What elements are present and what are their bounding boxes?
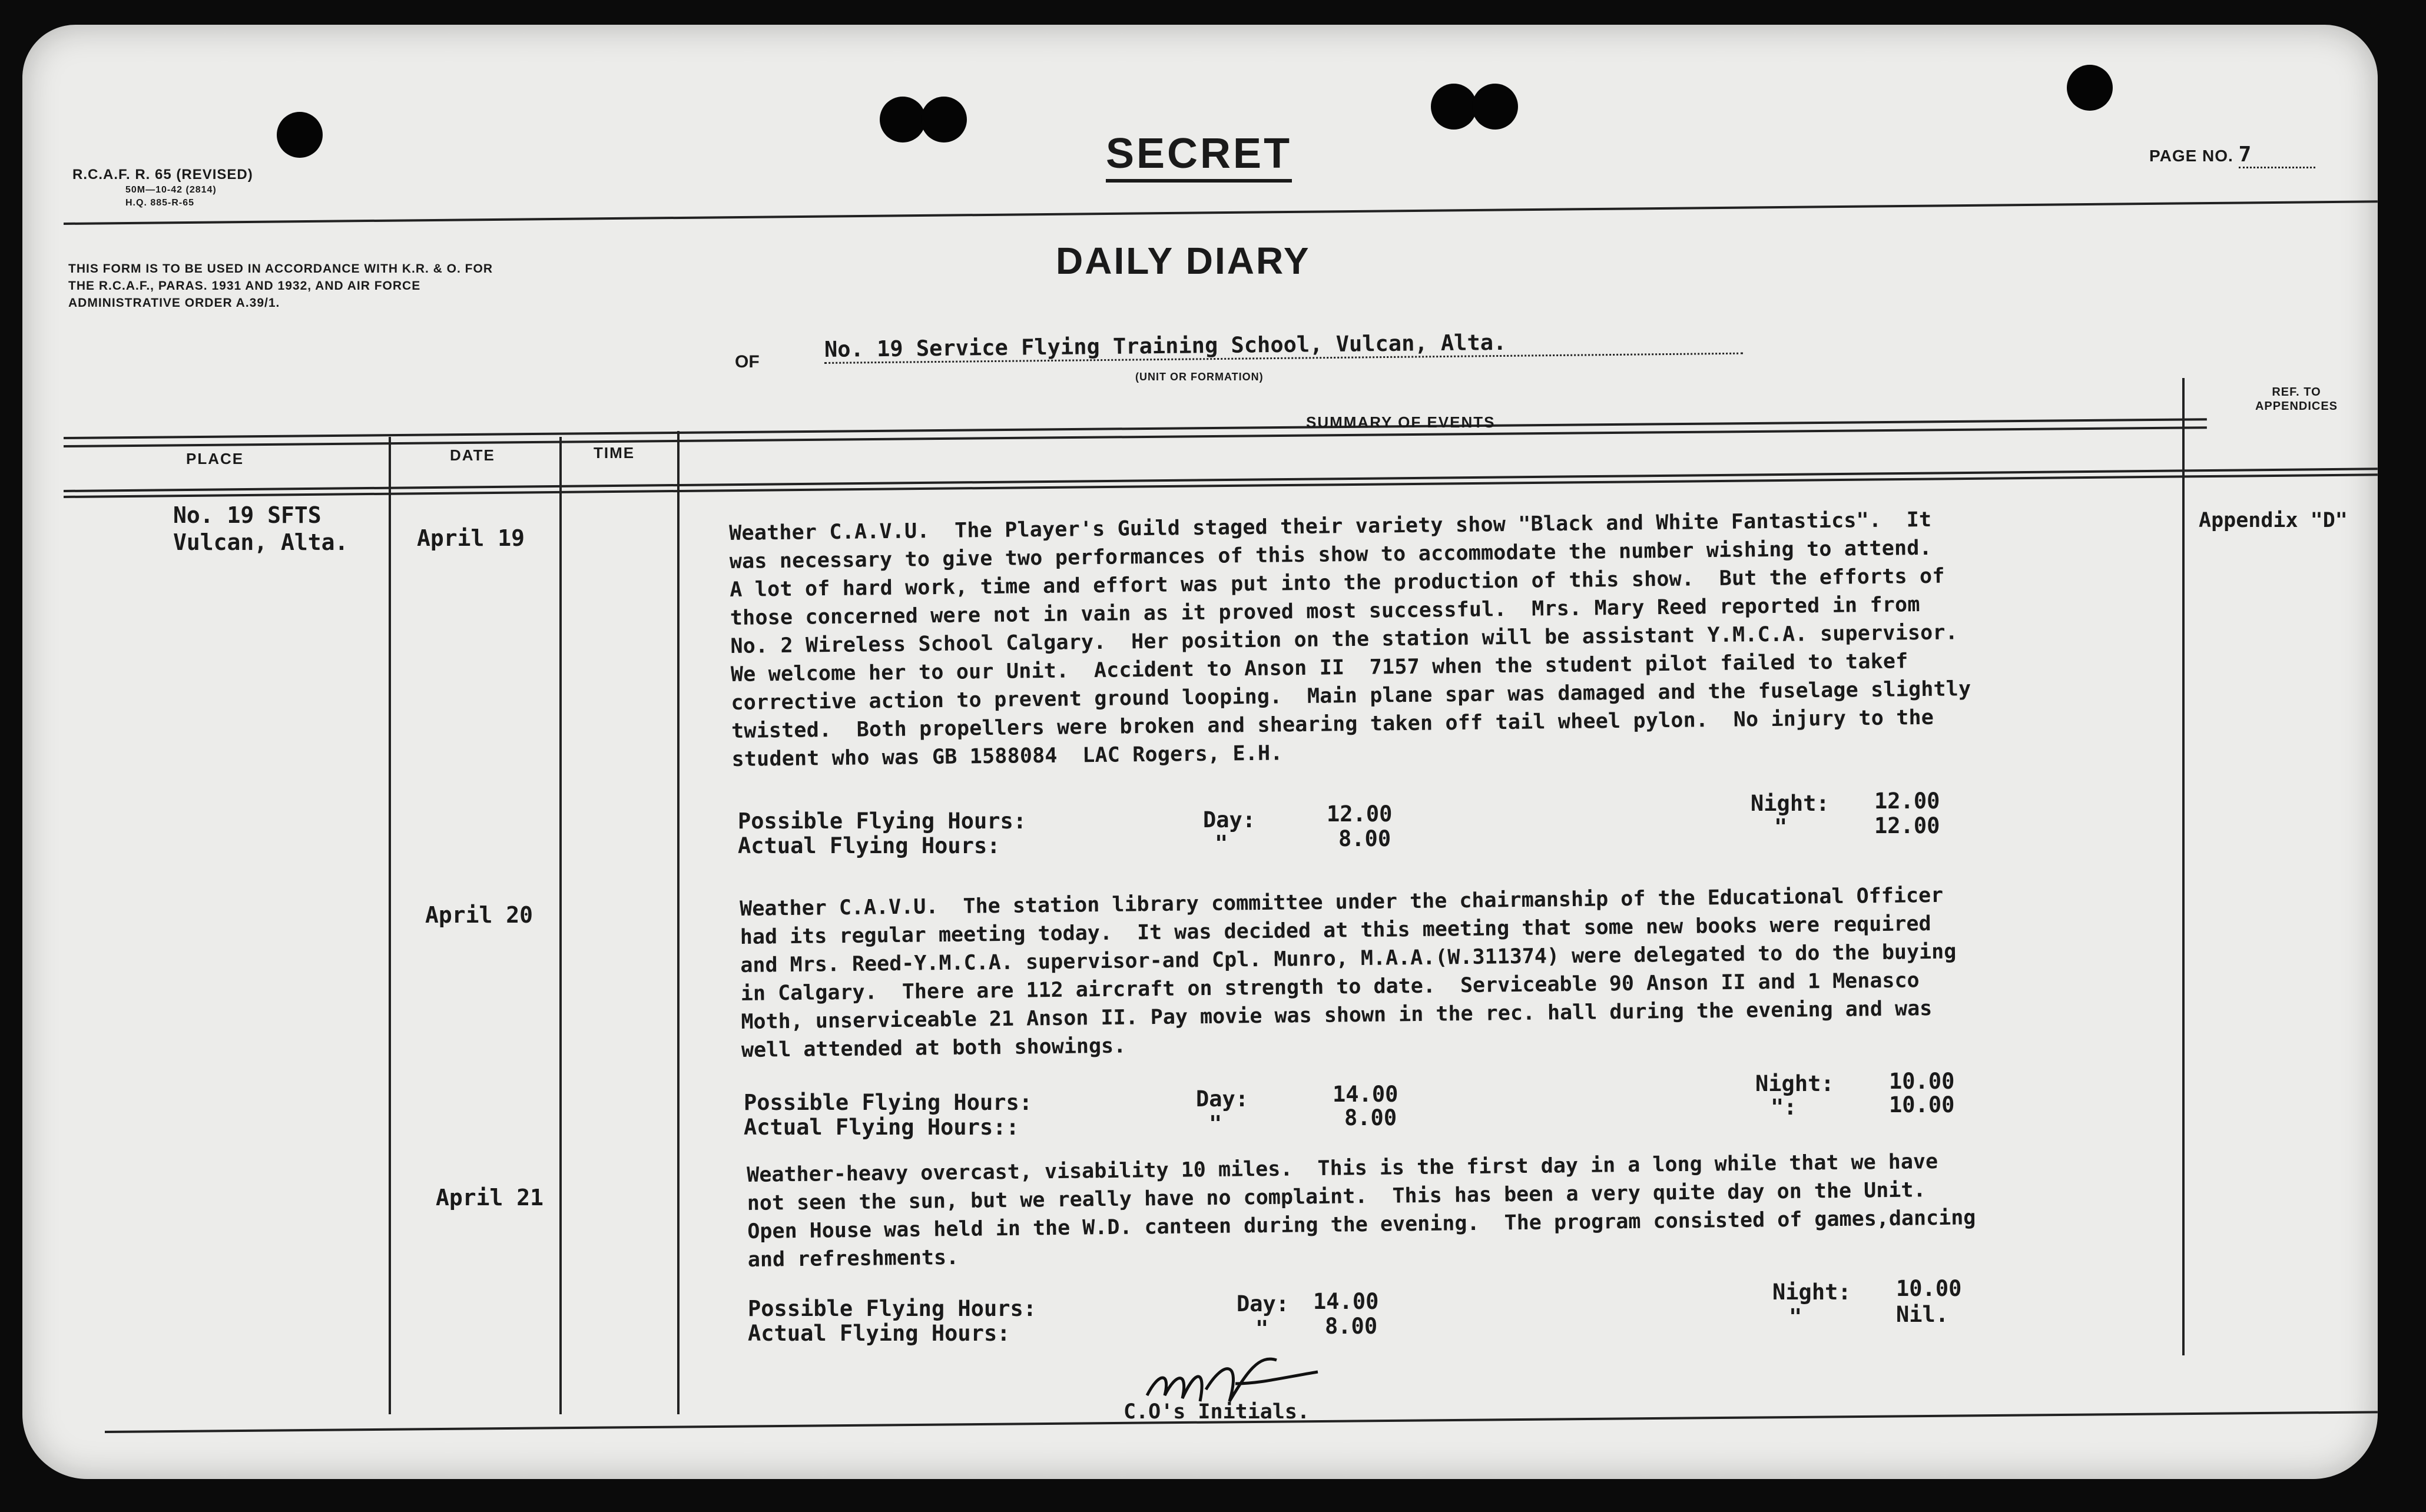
column-divider <box>389 437 391 1414</box>
day-label: Day: <box>1237 1291 1290 1317</box>
night-actual-hours: 12.00 <box>1874 813 1940 838</box>
day-label: Day: <box>1196 1086 1249 1112</box>
actual-hours-label: Actual Flying Hours: <box>738 833 1000 858</box>
possible-hours-label: Possible Flying Hours: <box>744 1090 1033 1115</box>
entry-date: April 20 <box>425 902 533 928</box>
night-ditto: ": <box>1771 1095 1797 1120</box>
classification-stamp: SECRET <box>1106 130 1292 183</box>
night-label: Night: <box>1755 1071 1834 1096</box>
day-ditto: " <box>1209 1111 1222 1136</box>
night-ditto: " <box>1774 814 1788 840</box>
day-actual-hours: 8.00 <box>1325 1314 1378 1339</box>
table-header-rule <box>64 467 2378 492</box>
form-code-line3: H.Q. 885-R-65 <box>125 198 195 208</box>
summary-header: SUMMARY OF EVENTS <box>1306 413 1496 431</box>
entry-summary: Weather C.A.V.U. The station library committee under the chairmanship of the Educational Officer had its regular meeting today. It was decided at this meeting that some new books were required and Mrs. Reed-Y.M.C.A. supervisor-and Cpl. Munro, M.A.A.(W.311374) were delegated to do the buying in Calgary. There are 112 aircraft on strength to date. Serviceable 90 Anson II and 1 Menasco Moth, unserviceable 21 Anson II. Pay movie was shown in the rec. hall during the evening and was well attended at both showings. <box>740 883 1957 1062</box>
time-header: TIME <box>594 444 635 462</box>
night-possible-hours: 10.00 <box>1896 1276 1962 1301</box>
entry-appendix-ref: Appendix "D" <box>2199 509 2348 532</box>
night-actual-hours: Nil. <box>1896 1302 1949 1327</box>
day-possible-hours: 14.00 <box>1313 1289 1379 1314</box>
form-code <box>72 166 253 210</box>
punch-hole <box>277 112 323 158</box>
possible-hours-label: Possible Flying Hours: <box>738 808 1027 834</box>
entry-summary: Weather-heavy overcast, visability 10 miles. This is the first day in a long while that we have not seen the sun, but we really have no complaint. This has been a very quite day on the Unit. Open House was held in the W.D. canteen during the evening. The program consisted of games,dancing and refreshments. <box>747 1150 1976 1272</box>
date-header: DATE <box>450 446 495 464</box>
appendix-header-line2: APPENDICES <box>2255 400 2338 413</box>
of-label: OF <box>735 352 760 372</box>
punch-hole <box>921 97 967 142</box>
night-possible-hours: 10.00 <box>1889 1069 1955 1094</box>
actual-hours-label: Actual Flying Hours: <box>748 1321 1010 1346</box>
flying-hours-block <box>748 1267 2185 1346</box>
day-actual-hours: 8.00 <box>1344 1105 1397 1130</box>
day-actual-hours: 8.00 <box>1338 826 1391 851</box>
column-divider <box>677 431 680 1414</box>
punch-hole <box>1472 84 1518 130</box>
flying-hours-block <box>744 1068 2180 1140</box>
unit-caption: (UNIT OR FORMATION) <box>1135 371 1264 383</box>
appendix-header-line1: REF. TO <box>2272 386 2321 399</box>
header-rule <box>64 200 2378 225</box>
flying-hours-block <box>738 788 2175 858</box>
form-code-line1: R.C.A.F. R. 65 (REVISED) <box>72 167 253 183</box>
entry-date: April 19 <box>417 525 525 551</box>
page-number <box>2149 142 2315 168</box>
diary-sheet <box>22 25 2378 1479</box>
page-title: DAILY DIARY <box>1056 240 1311 282</box>
night-possible-hours: 12.00 <box>1874 788 1940 814</box>
day-possible-hours: 12.00 <box>1327 801 1393 827</box>
night-ditto: " <box>1789 1304 1802 1329</box>
day-ditto: " <box>1215 831 1228 856</box>
column-divider <box>559 437 562 1414</box>
night-label: Night: <box>1751 791 1830 816</box>
co-initials-label: C.O's Initials. <box>1123 1400 1310 1424</box>
entry-date: April 21 <box>436 1185 544 1211</box>
form-instructions: THIS FORM IS TO BE USED IN ACCORDANCE WITH K.R. & O. FOR THE R.C.A.F., PARAS. 1931 AND 1932, AND AIR FORCE ADMINISTRATIVE ORDER A.39/1. <box>68 262 493 310</box>
entry-summary: Weather C.A.V.U. The Player's Guild staged their variety show "Black and White Fantastics". It was necessary to give two performances of this show to accommodate the number wishing to attend. A lot of hard work, time and effort was put into the production of this show. But the efforts of those concerned were not in vain as it proved most successful. Mrs. Mary Reed reported in from No. 2 Wireless School Calgary. Her position on the station will be assistant Y.M.C.A. supervisor. We welcome her to our Unit. Accident to Anson II 7157 when the student pilot failed to takef corrective action to prevent ground looping. Main plane spar was damaged and the fuselage slightly twisted. Both propellers were broken and shearing taken off tail wheel pylon. No injury to the student who was GB 1588084 LAC Rogers, E.H. <box>729 508 1971 771</box>
page-number-label: PAGE NO. <box>2149 147 2233 165</box>
page-number-value: 7 <box>2239 142 2315 168</box>
actual-hours-label: Actual Flying Hours:: <box>744 1115 1019 1140</box>
place-line2: Vulcan, Alta. <box>173 529 349 555</box>
night-label: Night: <box>1772 1279 1851 1305</box>
appendix-header <box>2238 385 2355 413</box>
day-ditto: " <box>1255 1316 1269 1341</box>
unit-line <box>735 352 760 372</box>
place-cell <box>173 502 348 556</box>
place-line1: No. 19 SFTS <box>173 502 322 528</box>
punch-hole <box>1431 84 1477 130</box>
table-header-rule <box>64 473 2378 498</box>
punch-hole <box>880 97 926 142</box>
night-actual-hours: 10.00 <box>1889 1092 1955 1118</box>
place-header: PLACE <box>186 450 244 467</box>
day-possible-hours: 14.00 <box>1333 1082 1398 1107</box>
punch-hole <box>2067 65 2113 111</box>
day-label: Day: <box>1203 807 1256 833</box>
unit-name: No. 19 Service Flying Training School, Vulcan, Alta. <box>824 327 1743 364</box>
form-code-line2: 50M—10-42 (2814) <box>125 185 217 195</box>
possible-hours-label: Possible Flying Hours: <box>748 1296 1037 1321</box>
